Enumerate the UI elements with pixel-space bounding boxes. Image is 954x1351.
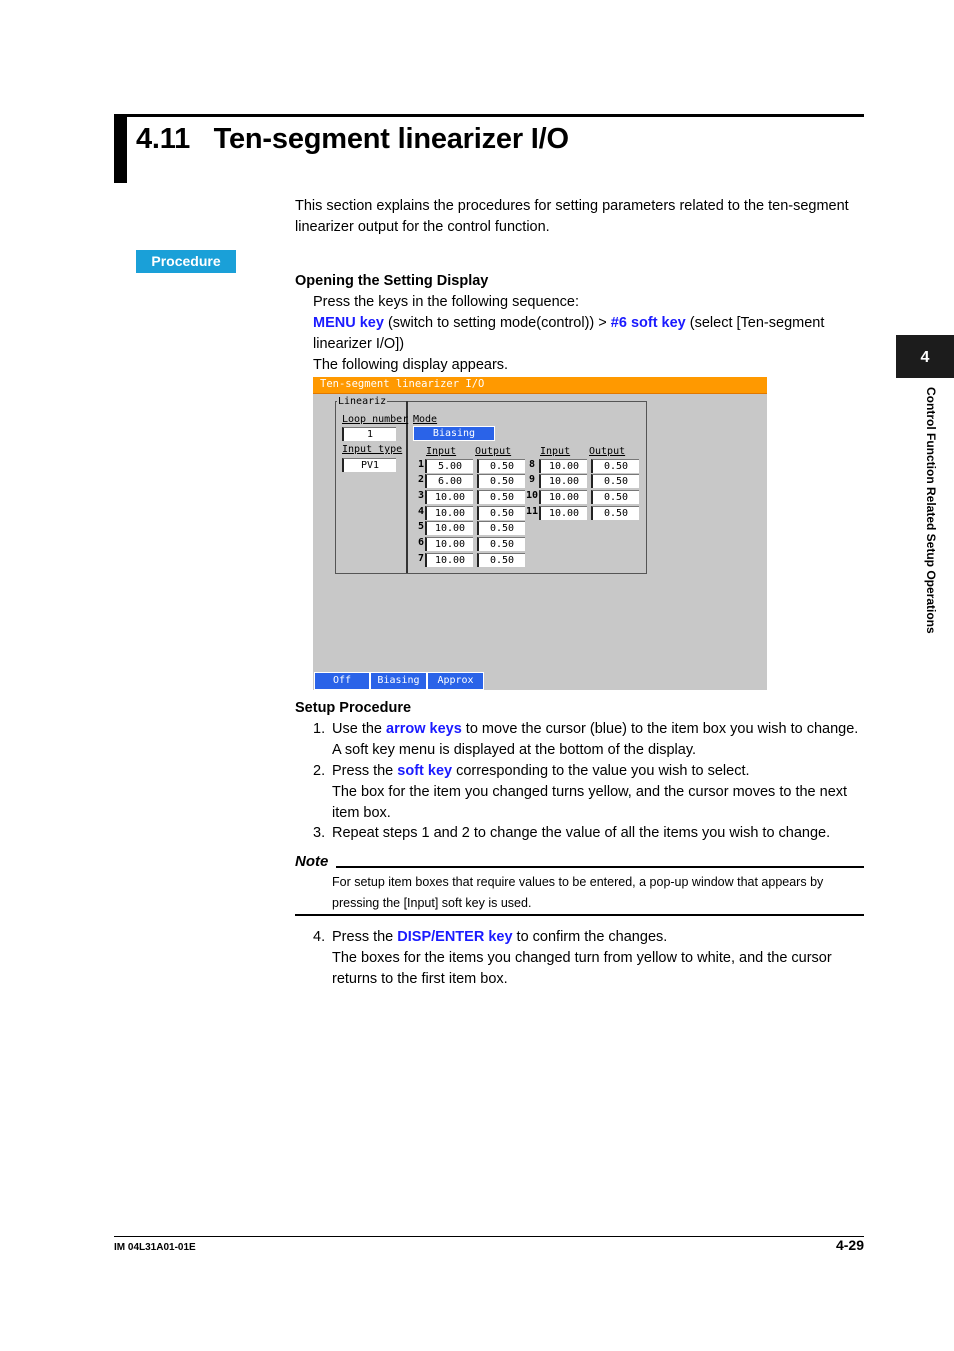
step-3: Repeat steps 1 and 2 to change the value of all the items you wish to change. <box>332 825 831 841</box>
output-field[interactable]: 0.50 <box>477 490 525 504</box>
disp-enter-key-ref: DISP/ENTER key <box>397 929 513 945</box>
opening-line2b: linearizer I/O]) <box>313 336 405 352</box>
row-number: 7 <box>418 553 425 564</box>
step-2-text-b: corresponding to the value you wish to select. <box>452 763 750 779</box>
mode-field[interactable]: Biasing <box>413 426 495 441</box>
input-field[interactable]: 10.00 <box>539 490 587 504</box>
note-rule-bottom <box>295 914 864 916</box>
step-1 <box>332 719 862 761</box>
step-1-line2: A soft key menu is displayed at the bottom of the display. <box>332 742 697 758</box>
arrow-keys-ref: arrow keys <box>386 721 462 737</box>
footer-rule <box>114 1236 864 1237</box>
doc-id: IM 04L31A01-01E <box>114 1242 196 1253</box>
col-input-right: Input <box>540 446 571 457</box>
input-field[interactable]: 10.00 <box>425 553 473 567</box>
step-3-number: 3. <box>313 825 326 841</box>
note-text <box>332 872 852 914</box>
input-field[interactable]: 10.00 <box>425 506 473 520</box>
soft6-key-ref: #6 soft key <box>610 315 686 331</box>
row-number: 2 <box>418 474 425 485</box>
output-field[interactable]: 0.50 <box>477 459 525 473</box>
input-type-field[interactable]: PV1 <box>342 458 396 472</box>
page-number: 4-29 <box>835 1237 864 1253</box>
softkey-approx[interactable]: Approx <box>427 672 484 690</box>
input-field[interactable]: 10.00 <box>425 490 473 504</box>
output-field[interactable]: 0.50 <box>477 506 525 520</box>
output-field[interactable]: 0.50 <box>591 459 639 473</box>
step-4 <box>332 927 862 990</box>
col-input-left: Input <box>426 446 457 457</box>
output-field[interactable]: 0.50 <box>477 537 525 551</box>
output-field[interactable]: 0.50 <box>477 553 525 567</box>
input-field[interactable]: 10.00 <box>425 537 473 551</box>
screen-title: Ten-segment linearizer I/O <box>320 378 485 390</box>
row-number: 1 <box>418 459 425 470</box>
output-field[interactable]: 0.50 <box>591 474 639 488</box>
procedure-badge: Procedure <box>136 250 236 273</box>
loop-number-label: Loop number <box>342 414 409 425</box>
soft6-key-text: (select [Ten-segment <box>685 315 825 331</box>
step-4-line2: The boxes for the items you changed turn from yellow to white, and the cursor <box>332 950 832 966</box>
row-number: 9 <box>529 474 536 485</box>
title-bar <box>114 114 127 183</box>
note-rule-top <box>336 866 864 868</box>
step-1-number: 1. <box>313 721 326 737</box>
opening-heading: Opening the Setting Display <box>295 273 489 289</box>
input-field[interactable]: 5.00 <box>425 459 473 473</box>
output-field[interactable]: 0.50 <box>591 490 639 504</box>
softkey-biasing[interactable]: Biasing <box>370 672 427 690</box>
col-output-left: Output <box>475 446 512 457</box>
row-number: 8 <box>529 459 536 470</box>
step-2-text-a: Press the <box>332 763 398 779</box>
menu-key-text: (switch to setting mode(control)) > <box>383 315 611 331</box>
input-field[interactable]: 6.00 <box>425 474 473 488</box>
col-output-right: Output <box>589 446 626 457</box>
step-4-number: 4. <box>313 929 326 945</box>
input-field[interactable]: 10.00 <box>425 521 473 535</box>
output-field[interactable]: 0.50 <box>477 474 525 488</box>
step-2 <box>332 761 862 824</box>
opening-line2 <box>313 313 863 334</box>
section-title <box>136 123 569 156</box>
soft-key-ref: soft key <box>397 763 453 779</box>
device-screen <box>313 376 767 690</box>
opening-line1: Press the keys in the following sequence: <box>313 294 579 310</box>
step-4-text-b: to confirm the changes. <box>512 929 668 945</box>
output-field[interactable]: 0.50 <box>477 521 525 535</box>
input-field[interactable]: 10.00 <box>539 459 587 473</box>
row-number: 4 <box>418 506 425 517</box>
group-label: Lineariz <box>338 396 387 407</box>
opening-appears: The following display appears. <box>313 357 509 373</box>
input-field[interactable]: 10.00 <box>539 474 587 488</box>
row-number: 6 <box>418 537 425 548</box>
row-number: 3 <box>418 490 425 501</box>
intro-paragraph: This section explains the procedures for setting parameters related to the ten-segment linearizer output for the control function. <box>295 198 849 235</box>
step-2-line3: item box. <box>332 805 391 821</box>
section-number: 4.11 <box>136 123 191 155</box>
output-field[interactable]: 0.50 <box>591 506 639 520</box>
mode-label: Mode <box>413 414 438 425</box>
step-1-text-b: to move the cursor (blue) to the item box you wish to change. <box>461 721 859 737</box>
section-title-text: Ten-segment linearizer I/O <box>213 123 569 155</box>
title-rule <box>127 114 864 117</box>
softkey-bar <box>313 672 767 690</box>
input-field[interactable]: 10.00 <box>539 506 587 520</box>
menu-key-ref: MENU key <box>313 315 384 331</box>
input-type-label: Input type <box>342 444 403 455</box>
step-4-line3: returns to the first item box. <box>332 971 508 987</box>
row-number: 5 <box>418 521 425 532</box>
note-title: Note <box>295 853 329 870</box>
setup-heading: Setup Procedure <box>295 700 412 716</box>
screen-title-bar <box>313 376 767 394</box>
softkey-off[interactable]: Off <box>314 672 370 690</box>
step-1-text-a: Use the <box>332 721 386 737</box>
loop-number-field[interactable]: 1 <box>342 427 396 441</box>
step-4-text-a: Press the <box>332 929 398 945</box>
row-number: 10 <box>526 490 539 501</box>
step-2-line2: The box for the item you changed turns yellow, and the cursor moves to the next <box>332 784 848 800</box>
chapter-side-title: Control Function Related Setup Operations <box>924 387 938 634</box>
opening-instructions <box>313 292 863 376</box>
note-line1: For setup item boxes that require values to be entered, a pop-up window that appears by <box>332 875 824 889</box>
panel-divider <box>406 401 408 573</box>
note-line2: pressing the [Input] soft key is used. <box>332 896 532 910</box>
step-2-number: 2. <box>313 763 326 779</box>
row-number: 11 <box>526 506 539 517</box>
chapter-tab: 4 <box>896 335 954 378</box>
